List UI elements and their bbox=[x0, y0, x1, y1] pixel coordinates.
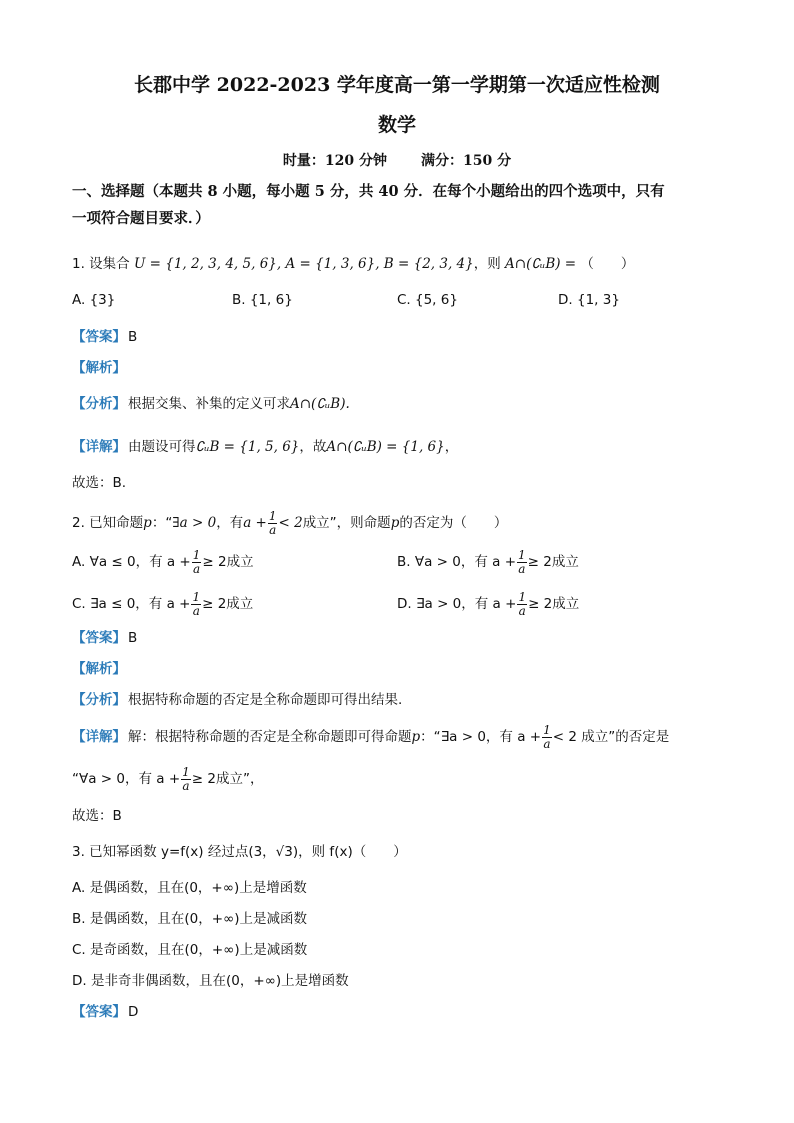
q1-fenxi-expr: A∩(∁ᵤB). bbox=[290, 396, 350, 412]
q1-answer bbox=[72, 327, 137, 347]
question-3-stem: 3. 已知幂函数 y=f(x) 经过点(3，√3)，则 f(x)（ ） bbox=[72, 844, 407, 860]
q1-detail-mid: ，故 bbox=[299, 439, 327, 455]
q2-option-b: B. ∀a > 0，有 a + $\frac{1}{a}$ ≥ 2成立 bbox=[397, 547, 579, 576]
q2-number: 2. 已知命题 bbox=[72, 515, 144, 531]
fenxi-tag: 【分析】 bbox=[72, 396, 126, 412]
question-2-stem bbox=[72, 508, 507, 538]
q3-answer-value: D bbox=[128, 1004, 139, 1020]
q1-detail-end: ， bbox=[444, 439, 459, 455]
q1-option-b: B. {1, 6} bbox=[232, 292, 293, 308]
q1-option-a: A. {3} bbox=[72, 292, 116, 308]
q2-fenxi-text: 根据特称命题的否定是全称命题即可得出结果. bbox=[128, 692, 403, 708]
q2-option-c: C. ∃a ≤ 0，有 a + $\frac{1}{a}$ ≥ 2成立 bbox=[72, 589, 254, 618]
q2-a-plus: a + bbox=[243, 515, 267, 531]
exam-meta bbox=[0, 150, 794, 170]
q1-expr: A∩(∁ᵤB) = bbox=[505, 256, 577, 272]
q2-option-a: A. ∀a ≤ 0，有 a + $\frac{1}{a}$ ≥ 2成立 bbox=[72, 547, 254, 576]
question-1-stem bbox=[72, 254, 634, 274]
q2-lt2: < 2 bbox=[278, 515, 303, 531]
q3-option-a: A. 是偶函数，且在(0，+∞)上是增函数 bbox=[72, 880, 307, 896]
q2-holds: 成立”，则命题 bbox=[302, 515, 391, 531]
q2-fenxi: 【分析】 根据特称命题的否定是全称命题即可得出结果. bbox=[72, 692, 403, 708]
q1-detail bbox=[72, 437, 458, 457]
q1-paren: （ ） bbox=[580, 256, 635, 272]
exam-time: 时量：120 分钟 bbox=[282, 153, 387, 169]
q1-number: 1. 设集合 bbox=[72, 256, 130, 272]
subject-title: 数学 bbox=[377, 114, 416, 136]
q2-detail-line1: 【详解】 解：根据特称命题的否定是全称命题即可得命题p：“∃a > 0，有 a + $\frac{1}{a}$ < 2 成立”的否定是 bbox=[72, 722, 670, 751]
q1-analysis bbox=[72, 358, 128, 378]
q1-then: ，则 bbox=[473, 256, 501, 272]
q2-analysis: 【解析】 bbox=[72, 661, 126, 677]
q2-option-d: D. ∃a > 0，有 a + $\frac{1}{a}$ ≥ 2成立 bbox=[397, 589, 580, 618]
q1-option-d: D. {1, 3} bbox=[558, 292, 620, 308]
q1-option-c: C. {5, 6} bbox=[397, 292, 458, 308]
q1-fenxi bbox=[72, 394, 350, 414]
answer-tag: 【答案】 bbox=[72, 329, 126, 345]
q2-p2: p bbox=[390, 515, 400, 531]
q2-p: p bbox=[143, 515, 152, 531]
q2-fraction: $\frac{1}{a}$ bbox=[268, 508, 277, 537]
q3-option-d: D. 是非奇非偶函数，且在(0，+∞)上是增函数 bbox=[72, 973, 349, 989]
q1-detail-expr1: ∁ᵤB = {1, 5, 6} bbox=[195, 439, 300, 455]
section-heading-line1: 一、选择题（本题共 8 小题，每小题 5 分，共 40 分．在每个小题给出的四个选项中，只有 bbox=[72, 183, 665, 200]
detail-tag: 【详解】 bbox=[72, 439, 126, 455]
q1-choose: 故选：B. bbox=[72, 475, 127, 491]
q3-answer: 【答案】 D bbox=[72, 1004, 139, 1020]
q2-exists: ∃a > 0 bbox=[172, 515, 217, 531]
q1-detail-expr2: A∩(∁ᵤB) = {1, 6} bbox=[326, 439, 445, 455]
section-heading-line2: 一项符合题目要求．） bbox=[72, 210, 210, 227]
section-heading bbox=[72, 178, 732, 232]
exam-score: 满分：150 分 bbox=[421, 153, 512, 169]
q2-have: ，有 bbox=[216, 515, 244, 531]
document-title: 长郡中学 2022-2023 学年度高一第一学期第一次适应性检测 bbox=[134, 74, 660, 96]
q3-option-b: B. 是偶函数，且在(0，+∞)上是减函数 bbox=[72, 911, 308, 927]
q2-answer: 【答案】 B bbox=[72, 630, 138, 646]
q1-detail-text: 由题设可得 bbox=[128, 439, 196, 455]
q2-answer-value: B bbox=[128, 630, 138, 646]
q1-fenxi-text: 根据交集、补集的定义可求 bbox=[128, 396, 290, 412]
q2-quote-open: ：“ bbox=[151, 515, 173, 531]
q1-sets: U = {1, 2, 3, 4, 5, 6}, A = {1, 3, 6}, B = {2, 3, 4} bbox=[133, 256, 474, 272]
q2-choose: 故选：B bbox=[72, 808, 122, 824]
analysis-tag: 【解析】 bbox=[72, 360, 126, 376]
q2-negation: 的否定为（ ） bbox=[399, 515, 508, 531]
q1-answer-value: B bbox=[128, 329, 138, 345]
q3-option-c: C. 是奇函数，且在(0，+∞)上是减函数 bbox=[72, 942, 308, 958]
q2-detail-line2: “∀a > 0，有 a + $\frac{1}{a}$ ≥ 2成立”， bbox=[72, 764, 264, 793]
